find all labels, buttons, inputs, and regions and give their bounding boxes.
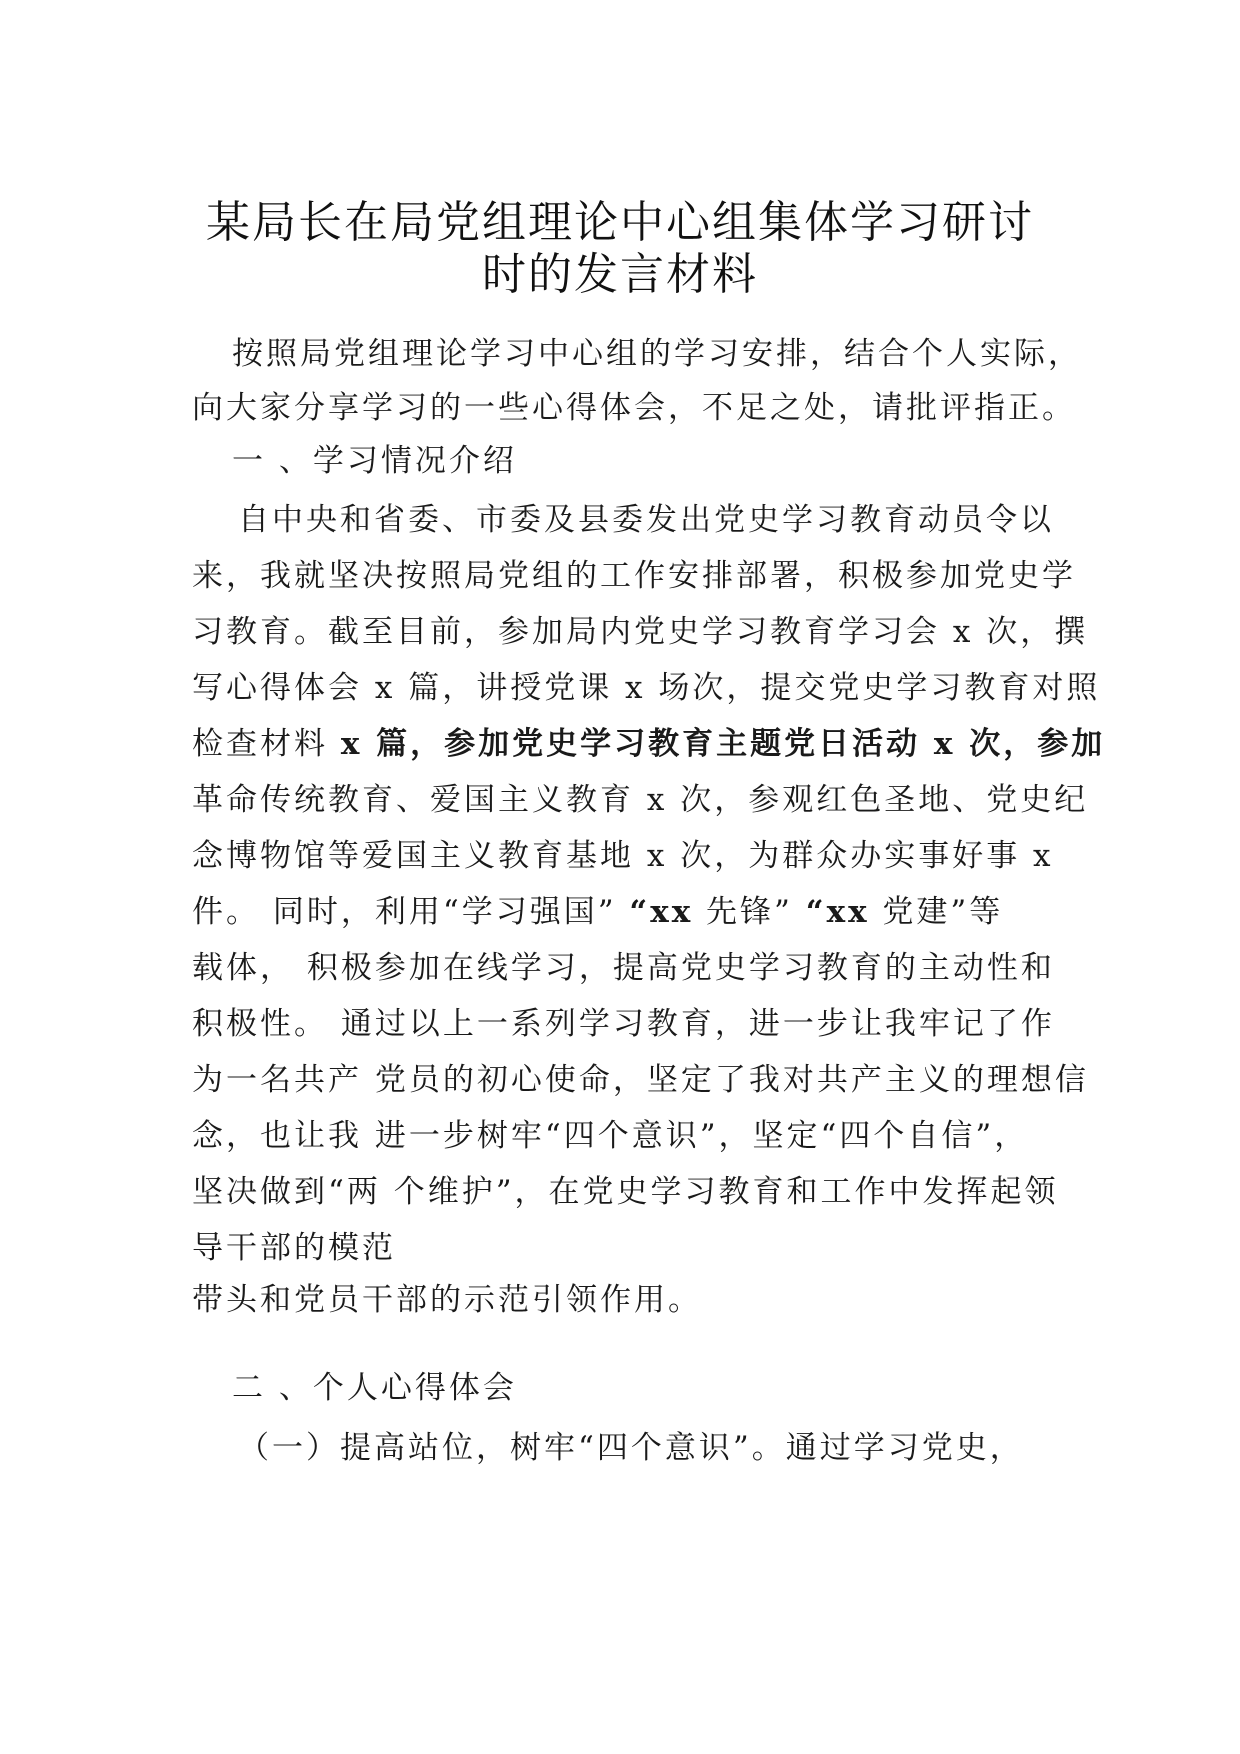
section-1-line-12: 念，也让我 进一步树牢“四个意识”，坚定“四个自信”，	[192, 1118, 1029, 1154]
section-1-line-5-bold: x 篇，参加党史学习教育主题党日活动 x 次，参加	[340, 726, 1106, 762]
section-1-line-14: 导干部的模范	[192, 1230, 396, 1266]
section-1-line-10: 积极性。 通过以上一系列学习教育，进一步让我牢记了作	[192, 1006, 1055, 1042]
section-1-line-8	[192, 892, 1072, 932]
intro-line-2: 向大家分享学习的一些心得体会，不足之处，请批评指正。	[192, 390, 1076, 426]
section-1-line-5	[192, 724, 1106, 764]
section-1-line-13: 坚决做到“两 个维护”，在党史学习教育和工作中发挥起领	[192, 1174, 1059, 1210]
section-1-line-2: 来，我就坚决按照局党组的工作安排部署，积极参加党史学	[192, 558, 1076, 594]
intro-line-1: 按照局党组理论学习中心组的学习安排，结合个人实际，	[232, 336, 1082, 372]
section-2-heading: 二 、个人心得体会	[232, 1370, 517, 1406]
section-1-line-1: 自中央和省委、市委及县委发出党史学习教育动员令以	[238, 502, 1054, 538]
section-1-line-6: 革命传统教育、爱国主义教育 x 次，参观红色圣地、党史纪	[192, 782, 1089, 818]
document-title-line-1: 某局长在局党组理论中心组集体学习研讨	[206, 197, 1034, 248]
section-1-line-8-part-c: 先锋”	[693, 894, 806, 930]
section-1-line-15: 带头和党员干部的示范引领作用。	[192, 1282, 702, 1318]
section-2-line-1: （一）提高站位，树牢“四个意识”。通过学习党史，	[238, 1430, 1024, 1466]
section-1-line-7: 念博物馆等爱国主义教育基地 x 次，为群众办实事好事 x	[192, 838, 1054, 874]
section-1-line-9: 载体， 积极参加在线学习，提高党史学习教育的主动性和	[192, 950, 1055, 986]
document-title-line-2: 时的发言材料	[482, 249, 758, 300]
section-1-line-8-bold-b: “xx	[805, 894, 870, 930]
section-1-line-8-bold-a: “xx	[629, 894, 694, 930]
section-1-line-5-plain: 检查材料	[192, 726, 341, 762]
section-1-line-4: 写心得体会 x 篇，讲授党课 x 场次，提交党史学习教育对照	[192, 670, 1101, 706]
section-1-line-11: 为一名共产 党员的初心使命，坚定了我对共产主义的理想信	[192, 1062, 1089, 1098]
section-1-line-8-part-a: 件。 同时，利用“学习强国”	[192, 894, 630, 930]
section-1-heading: 一 、学习情况介绍	[232, 443, 517, 479]
section-1-line-3: 习教育。截至目前，参加局内党史学习教育学习会 x 次，撰	[192, 614, 1089, 650]
section-1-line-8-part-e: 党建”等	[869, 894, 1004, 930]
